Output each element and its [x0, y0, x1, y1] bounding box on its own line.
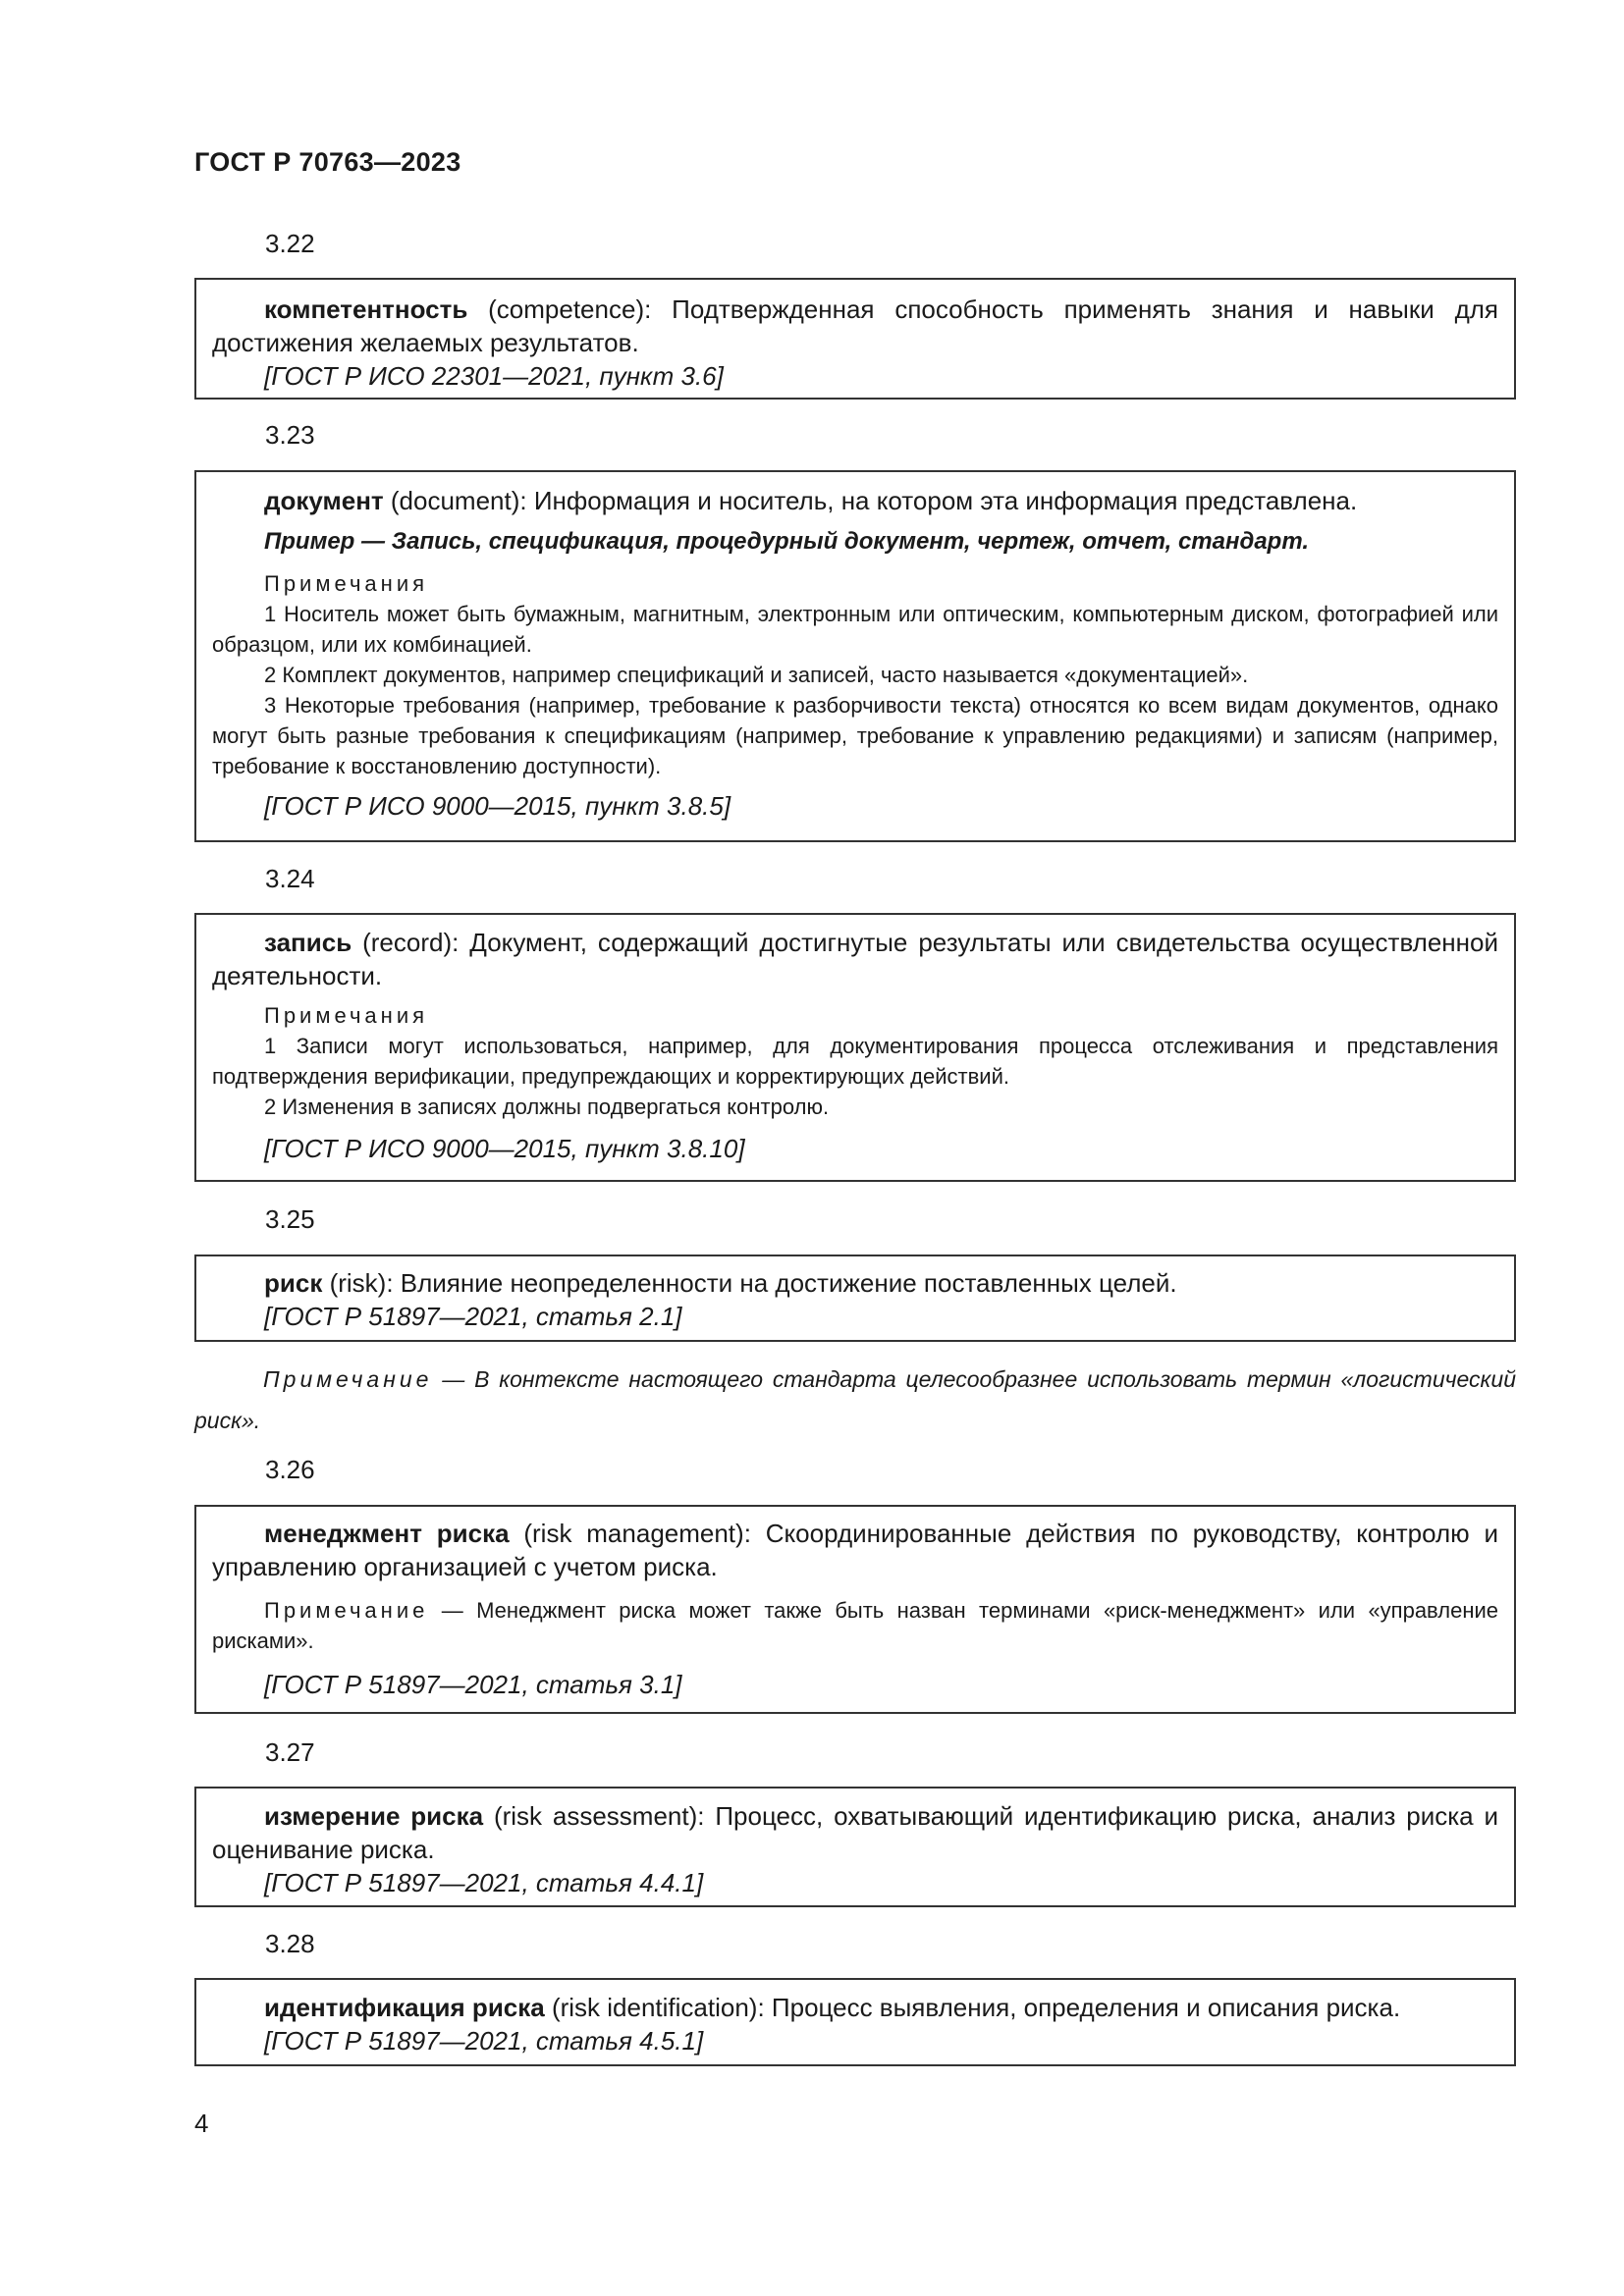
note-label: Примечание — [263, 1366, 433, 1392]
definition-box — [194, 278, 1516, 400]
term: измерение риска — [264, 1801, 484, 1831]
definition-box — [194, 470, 1516, 842]
source-reference: [ГОСТ Р 51897—2021, статья 2.1] — [264, 1302, 682, 1331]
clause-number: 3.28 — [265, 1929, 315, 1958]
definition-box — [194, 1505, 1516, 1714]
clause-number: 3.25 — [265, 1204, 315, 1234]
note-paragraph — [212, 1595, 1498, 1656]
definition-box — [194, 1255, 1516, 1342]
clause-number: 3.23 — [265, 420, 315, 450]
note-item: 1 Носитель может быть бумажным, магнитным, электронным или оптическим, компьютерным диском, фотографией или образцом, или их комбинацией. — [212, 602, 1498, 657]
definition-paragraph — [212, 1517, 1498, 1583]
source-reference: [ГОСТ Р ИСО 22301—2021, пункт 3.6] — [264, 361, 724, 391]
note-item: 2 Изменения в записях должны подвергаться контролю. — [264, 1095, 830, 1119]
standalone-note — [194, 1359, 1516, 1441]
term: менеджмент риска — [264, 1519, 510, 1548]
definition-text: (competence): Подтвержденная способность применять знания и навыки для достижения желаемых результатов. — [212, 294, 1498, 357]
notes-heading: Примечания — [264, 1003, 429, 1028]
definition-box — [194, 1787, 1516, 1907]
definition-text: (document): Информация и носитель, на котором эта информация представлена. — [383, 486, 1358, 515]
term: запись — [264, 928, 352, 957]
source-reference: [ГОСТ Р 51897—2021, статья 4.5.1] — [264, 2026, 704, 2056]
note-item: 2 Комплект документов, например спецификаций и записей, часто называется «документацией». — [264, 663, 1249, 687]
note-text: — В контексте настоящего стандарта целесообразнее использовать термин «логистический риск». — [194, 1366, 1516, 1433]
definition-box — [194, 1978, 1516, 2066]
document-code-header: ГОСТ Р 70763—2023 — [194, 147, 461, 177]
definition-text: (record): Документ, содержащий достигнутые результаты или свидетельства осуществленной деятельности. — [212, 928, 1498, 990]
term: компетентность — [264, 294, 468, 324]
definition-paragraph — [212, 926, 1498, 992]
definition-text: (risk management): Скоординированные действия по руководству, контролю и управлению организацией с учетом риска. — [212, 1519, 1498, 1581]
source-reference: [ГОСТ Р ИСО 9000—2015, пункт 3.8.10] — [264, 1134, 745, 1163]
definition-paragraph — [212, 1991, 1498, 2024]
term: идентификация риска — [264, 1993, 545, 2022]
clause-number: 3.22 — [265, 229, 315, 258]
definition-paragraph — [212, 1266, 1498, 1300]
clause-number: 3.27 — [265, 1737, 315, 1767]
clause-number: 3.26 — [265, 1455, 315, 1484]
definition-box — [194, 913, 1516, 1182]
definition-text: (risk assessment): Процесс, охватывающий идентификацию риска, анализ риска и оценивание риска. — [212, 1801, 1498, 1864]
definition-text: (risk): Влияние неопределенности на достижение поставленных целей. — [322, 1268, 1177, 1298]
source-reference: [ГОСТ Р 51897—2021, статья 3.1] — [264, 1670, 682, 1699]
source-reference: [ГОСТ Р 51897—2021, статья 4.4.1] — [264, 1868, 704, 1897]
page-number: 4 — [194, 2109, 209, 2138]
term: документ — [264, 486, 384, 515]
definition-paragraph — [212, 1799, 1498, 1866]
note-item: 1 Записи могут использоваться, например, для документирования процесса отслеживания и представления подтверждения верификации, предупреждающих и корректирующих действий. — [212, 1034, 1498, 1089]
note-label: Примечание — [264, 1598, 429, 1623]
note-item: 3 Некоторые требования (например, требование к разборчивости текста) относятся ко всем видам документов, однако могут быть разные требования к спецификациям (например, требование к управлению редакциями) и записям (например, требование к восстановлению доступности). — [212, 693, 1498, 778]
definition-text: (risk identification): Процесс выявления, определения и описания риска. — [544, 1993, 1401, 2022]
source-reference: [ГОСТ Р ИСО 9000—2015, пункт 3.8.5] — [264, 791, 731, 821]
term: риск — [264, 1268, 323, 1298]
definition-paragraph — [212, 293, 1498, 359]
example-text: Пример — Запись, спецификация, процедурный документ, чертеж, отчет, стандарт. — [264, 528, 1310, 555]
definition-paragraph — [212, 484, 1498, 517]
note-text: — Менеджмент риска может также быть назван терминами «риск-менеджмент» или «управление рисками». — [212, 1598, 1498, 1653]
clause-number: 3.24 — [265, 864, 315, 893]
notes-heading: Примечания — [264, 571, 429, 596]
